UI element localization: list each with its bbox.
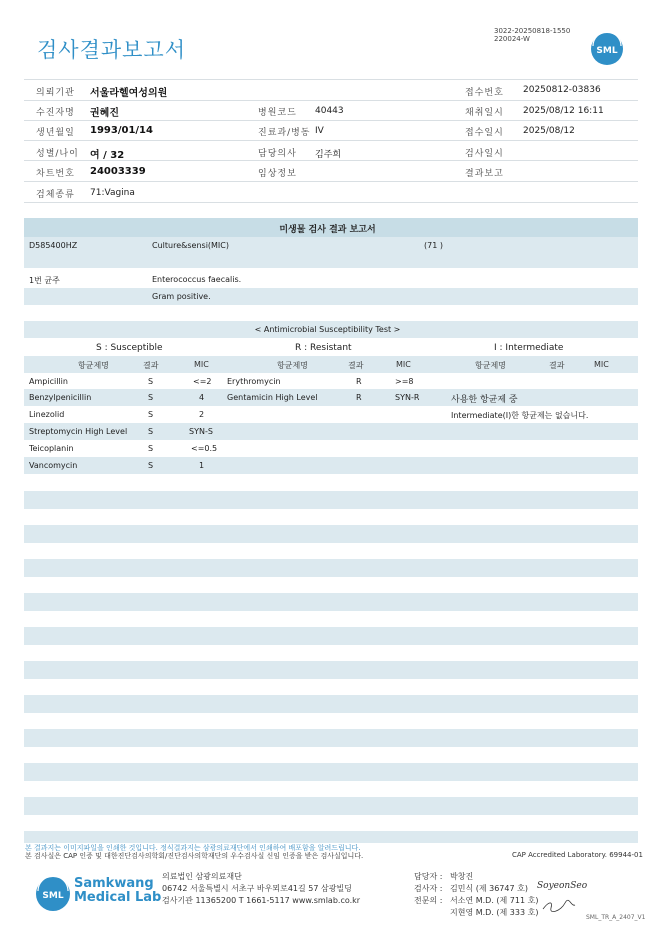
drug-name: Linezolid (29, 410, 65, 419)
specimen-label: 검체종류 (36, 190, 75, 200)
certification-notice: 본 검사실은 CAP 인증 및 대한진단검사의학회/진단검사의학재단의 우수검사실 신임 인증을 받은 검사실입니다. (25, 852, 364, 860)
row-divider (24, 120, 638, 121)
manager-name: 박창진 (450, 872, 474, 881)
empty-band (24, 831, 638, 843)
drug-result: S (148, 461, 154, 470)
drug-mic: <=2 (193, 377, 212, 386)
chart-label: 차트번호 (36, 169, 75, 179)
tester-label: 검사자 : (414, 884, 443, 893)
col-mic-r: MIC (396, 360, 411, 369)
patient-value: 권혜진 (90, 108, 119, 119)
col-result-i: 결과 (549, 361, 565, 370)
ast-row (29, 410, 64, 419)
staff-labels (414, 871, 442, 907)
row-divider (24, 140, 638, 141)
col-drug-s: 항균제명 (78, 361, 109, 370)
brand-name (74, 877, 161, 905)
info-top-border (24, 79, 638, 80)
drug-name: Gentamicin High Level (227, 393, 318, 402)
drug-mic: <=0.5 (191, 444, 218, 453)
sml-footer-logo (35, 876, 71, 912)
ward-code-value: 40443 (315, 106, 344, 116)
intermediate-note-2: Intermediate(I)한 항균제는 없습니다. (451, 411, 589, 420)
drug-result: S (148, 427, 154, 436)
spacer-band (24, 255, 638, 268)
col-mic-i: MIC (594, 360, 609, 369)
susceptible-legend: S : Susceptible (96, 343, 163, 353)
drug-name: Vancomycin (29, 461, 78, 470)
empty-band (24, 559, 638, 577)
intermediate-legend: I : Intermediate (494, 343, 564, 353)
dept-label: 진료과/병동 (258, 128, 311, 138)
row-divider (24, 181, 638, 182)
dob-value: 1993/01/14 (90, 125, 153, 136)
drug-name: Benzylpenicillin (29, 393, 92, 402)
hospital-value: 서울라헬여성의원 (90, 88, 168, 99)
manager-label: 담당자 : (414, 872, 443, 881)
col-drug-r: 항균제명 (277, 361, 308, 370)
ast-row (29, 444, 74, 453)
chart-value: 24003339 (90, 166, 146, 177)
drug-result: R (356, 393, 362, 402)
test-code: D585400HZ (29, 241, 78, 250)
resistant-legend: R : Resistant (295, 343, 352, 353)
intermediate-note-1: 사용한 항균제 중 (451, 395, 518, 405)
empty-band (24, 661, 638, 679)
document-id-line-1: 3022-20250818-1550 (494, 27, 571, 35)
ast-title: < Antimicrobial Susceptibility Test > (254, 325, 401, 334)
receive-value: 2025/08/12 (523, 126, 575, 136)
drug-mic: SYN-S (189, 427, 213, 436)
ast-row-band (24, 457, 638, 474)
receipt-no-value: 20250812-03836 (523, 85, 601, 95)
form-code: SML_TR_A_2407_V1 (586, 914, 646, 921)
row-divider (24, 100, 638, 101)
brand-line-1: Samkwang (74, 876, 154, 891)
empty-band (24, 627, 638, 645)
ward-code-label: 병원코드 (258, 108, 297, 118)
col-mic-s: MIC (194, 360, 209, 369)
ast-row (29, 377, 68, 386)
hospital-label: 의뢰기관 (36, 88, 75, 98)
signature: SoyeonSeo (537, 881, 588, 891)
collect-label: 채취일시 (465, 108, 504, 118)
empty-band (24, 797, 638, 815)
ast-row (29, 393, 91, 402)
empty-band (24, 525, 638, 543)
result-band (24, 288, 638, 305)
logo-text: SML (596, 46, 618, 56)
ast-row (29, 461, 77, 470)
document-id (494, 27, 570, 43)
result-report-label: 결과보고 (465, 169, 504, 179)
dept-value: IV (315, 126, 324, 136)
image-print-notice: 본 결과지는 이미지파일을 인쇄한 것입니다. 정식결과지는 삼광의료재단에서 인쇄하여 배포함을 알려드립니다. (25, 844, 361, 852)
drug-mic: 2 (199, 410, 205, 419)
empty-band (24, 491, 638, 509)
drug-mic: >=8 (395, 377, 414, 386)
result-band (24, 237, 638, 255)
drug-mic: 4 (199, 393, 205, 402)
ast-header-band (24, 356, 638, 373)
col-result-s: 결과 (143, 361, 159, 370)
empty-band (24, 729, 638, 747)
doctor-label: 담당의사 (258, 149, 297, 159)
specialist-name-2: 지현영 M.D. (제 333 호) (450, 908, 539, 917)
org-address: 06742 서울특별시 서초구 바우뫼로41길 57 삼광빌딩 (162, 884, 352, 893)
tester-name: 김민식 (제 36747 호) (450, 884, 528, 893)
col-drug-i: 항균제명 (475, 361, 506, 370)
specimen-value: 71:Vagina (90, 188, 135, 198)
sml-logo (590, 32, 624, 66)
signature-scribble (541, 898, 577, 912)
receipt-no-label: 접수번호 (465, 88, 504, 98)
drug-result: S (148, 393, 154, 402)
document-id-line-2: 220024-W (494, 35, 530, 43)
col-result-r: 결과 (348, 361, 364, 370)
staff-values (450, 871, 538, 919)
test-date-label: 검사일시 (465, 149, 504, 159)
receive-label: 접수일시 (465, 128, 504, 138)
drug-mic: 1 (199, 461, 205, 470)
dob-label: 생년월일 (36, 128, 75, 138)
ast-row-band (24, 389, 638, 406)
org-info (162, 871, 360, 907)
report-title: 검사결과보고서 (37, 38, 187, 62)
specialist-name-1: 서소연 M.D. (제 711 호) (450, 896, 539, 905)
bacteria-name: Enterococcus faecalis. (152, 275, 242, 284)
logo-text: SML (42, 891, 64, 901)
drug-name: Ampicillin (29, 377, 68, 386)
empty-band (24, 763, 638, 781)
drug-result: R (356, 377, 362, 386)
collect-value: 2025/08/12 16:11 (523, 106, 604, 116)
ast-row (29, 427, 127, 436)
doctor-value: 김주희 (315, 150, 342, 160)
section-title: 미생물 검사 결과 보고서 (279, 225, 376, 235)
drug-result: S (148, 410, 154, 419)
drug-result: S (148, 377, 154, 386)
specialist-label: 전문의 : (414, 896, 443, 905)
org-contact: 검사기관 11365200 T 1661-5117 www.smlab.co.kr (162, 896, 361, 905)
sex-age-label: 성별/나이 (36, 149, 79, 159)
drug-name: Teicoplanin (29, 444, 74, 453)
gram-stain: Gram positive. (152, 292, 211, 301)
cap-accreditation: CAP Accredited Laboratory. 69944-01 (512, 851, 643, 859)
drug-mic: SYN-R (395, 393, 420, 402)
org-name: 의료법인 삼광의료재단 (162, 872, 242, 881)
patient-label: 수진자명 (36, 108, 75, 118)
bacteria-label: 1번 균주 (29, 276, 60, 285)
test-name: Culture&sensi(MIC) (152, 241, 229, 250)
test-count: (71 ) (424, 241, 443, 250)
drug-name: Erythromycin (227, 377, 281, 386)
empty-band (24, 695, 638, 713)
sex-age-value: 여 / 32 (90, 150, 125, 161)
empty-band (24, 593, 638, 611)
clinical-label: 임상정보 (258, 169, 297, 179)
drug-name: Streptomycin High Level (29, 427, 128, 436)
drug-result: S (148, 444, 154, 453)
info-bottom-border (24, 202, 638, 203)
brand-line-2: Medical Lab (74, 890, 162, 905)
